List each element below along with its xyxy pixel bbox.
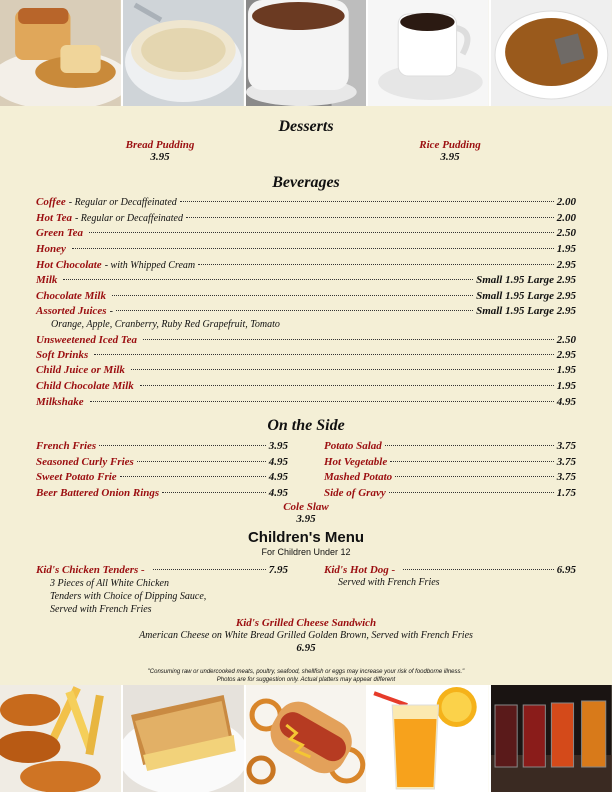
kids-grilled-cheese-price: 6.95 [296,642,316,654]
menu-item-price: 4.95 [268,487,288,499]
menu-item-name: Side of Gravy [324,487,386,499]
dot-leader [89,232,554,233]
menu-item-name: Green Tea [36,227,83,239]
orange-juice-photo [368,685,491,792]
dot-leader [140,385,554,386]
rice-pudding-name: Rice Pudding [419,139,481,151]
dot-leader [198,264,554,265]
dot-leader [389,492,554,493]
kids-grilled-cheese-desc: American Cheese on White Bread Grilled Golden Brown, Served with French Fries [139,630,473,641]
dot-leader [116,310,473,311]
menu-item-name: Chocolate Milk [36,290,106,302]
bread-pudding-price: 3.95 [150,151,170,163]
menu-item-name: Coffee [36,196,66,208]
kids-chicken-tenders-name: Kid's Chicken Tenders - [36,564,145,576]
menu-item-name: Hot Vegetable [324,456,388,468]
dot-leader [94,354,553,355]
menu-item-line [36,274,576,286]
menu-item-line [36,440,288,452]
menu-item-price: 3.75 [556,440,576,452]
chicken-tenders-photo [0,685,123,792]
menu-item-price: 2.95 [556,259,576,271]
beverages-heading: Beverages [272,174,340,191]
menu-item-desc: - with Whipped Cream [104,260,196,271]
dot-leader [385,445,554,446]
childrens-menu-subtitle: For Children Under 12 [261,547,351,557]
menu-item-name: Potato Salad [324,440,382,452]
menu-item-name: Child Chocolate Milk [36,380,134,392]
menu-item-line [36,349,576,361]
menu-item-name: Beer Battered Onion Rings [36,487,160,499]
dot-leader [153,569,266,570]
kids-chicken-tenders-line [36,564,288,576]
menu-item-line [36,259,576,271]
kids-chicken-tenders-price: 7.95 [268,564,288,576]
menu-item-price: 1.95 [556,243,576,255]
disclaimer-line: Photos are for suggestion only. Actual platters may appear different [216,677,396,683]
menu-item-name: French Fries [36,440,97,452]
dot-leader [90,401,554,402]
juices-note: Orange, Apple, Cranberry, Ruby Red Grapefruit, Tomato [51,319,280,330]
menu-item-price: 4.95 [268,471,288,483]
childrens-menu-heading: Children's Menu [247,529,365,546]
dot-leader [112,295,473,296]
coffee-photo [368,0,491,106]
menu-item-name: Hot Chocolate [36,259,102,271]
menu-item-line [36,487,288,499]
menu-item-name: Seasoned Curly Fries [36,456,134,468]
menu-item-desc: - Regular or Decaffeinated [68,197,177,208]
menu-item-line [36,396,576,408]
dot-leader [72,248,554,249]
menu-item-desc: - [109,306,113,317]
kids-hot-dog-name: Kid's Hot Dog - [324,564,396,576]
menu-item-line [36,364,576,376]
menu-item-line [36,243,576,255]
menu-item-name: Assorted Juices [36,305,107,317]
menu-item-line [36,334,576,346]
hot-tea-photo [491,0,612,106]
menu-item-price: 2.50 [556,334,576,346]
menu-item-price: Small 1.95 Large 2.95 [476,305,576,317]
menu-item-line [36,212,576,224]
menu-item-price: 1.75 [556,487,576,499]
dot-leader [137,461,266,462]
hot-dog-photo [246,685,369,792]
menu-item-price: 3.75 [556,471,576,483]
cole-slaw-item [0,501,612,525]
menu-item-line [36,196,576,208]
bottom-photo-strip [0,685,612,792]
menu-item-name: Milk [36,274,58,286]
dot-leader [99,445,266,446]
menu-item-price: 2.00 [556,196,576,208]
desc-line: 3 Pieces of All White Chicken [50,578,169,589]
dot-leader [120,476,266,477]
menu-item-name: Soft Drinks [36,349,89,361]
dot-leader [162,492,266,493]
rice-pudding-photo [123,0,246,106]
menu-content [0,106,612,685]
soft-drinks-photo [491,685,612,792]
menu-item-name: Unsweetened Iced Tea [36,334,138,346]
dot-leader [403,569,554,570]
dot-leader [143,339,554,340]
menu-item-price: 4.95 [556,396,576,408]
menu-item-name: Honey [36,243,66,255]
top-photo-strip [0,0,612,106]
rice-pudding-item [350,139,550,163]
menu-item-line [36,305,576,317]
hot-chocolate-photo [246,0,369,106]
menu-item-price: 1.95 [556,380,576,392]
kids-hot-dog-price: 6.95 [556,564,576,576]
desserts-heading: Desserts [278,118,334,135]
kids-hot-dog-desc: Served with French Fries [338,577,440,588]
menu-item-price: 4.95 [268,456,288,468]
rice-pudding-price: 3.95 [440,151,460,163]
menu-item-name: Milkshake [36,396,84,408]
menu-item-price: 3.95 [268,440,288,452]
menu-item-price: 3.75 [556,456,576,468]
menu-item-line [324,471,576,483]
grilled-cheese-photo [123,685,246,792]
dot-leader [395,476,554,477]
menu-item-name: Sweet Potato Frie [36,471,117,483]
menu-item-line [36,471,288,483]
menu-item-price: Small 1.95 Large 2.95 [476,290,576,302]
menu-item-line [324,456,576,468]
disclaimer-line: "Consuming raw or undercooked meats, poultry, seafood, shellfish or eggs may increase your risk of foodborne illness." [147,669,465,675]
cole-slaw-price: 3.95 [296,513,316,525]
menu-item-line [36,380,576,392]
dot-leader [63,279,473,280]
menu-item-price: 2.00 [556,212,576,224]
menu-item-line [324,440,576,452]
kids-grilled-cheese-name: Kid's Grilled Cheese Sandwich [235,617,377,629]
dot-leader [131,369,554,370]
menu-item-price: 2.50 [556,227,576,239]
bread-pudding-photo [0,0,123,106]
menu-item-line [36,227,576,239]
menu-item-name: Mashed Potato [324,471,393,483]
menu-item-price: 2.95 [556,349,576,361]
menu-item-line [324,487,576,499]
menu-item-name: Child Juice or Milk [36,364,125,376]
bread-pudding-item [60,139,260,163]
kids-grilled-cheese-item [0,617,612,654]
desc-line: Served with French Fries [50,604,152,615]
menu-item-line [36,290,576,302]
menu-item-line [36,456,288,468]
kids-chicken-tenders-desc [50,577,206,616]
kids-hot-dog-line [324,564,576,576]
menu-item-price: 1.95 [556,364,576,376]
dot-leader [390,461,554,462]
on-the-side-heading: On the Side [267,417,345,434]
dot-leader [180,201,554,202]
disclaimer [0,668,612,684]
dot-leader [186,217,554,218]
bread-pudding-name: Bread Pudding [125,139,195,151]
menu-item-price: Small 1.95 Large 2.95 [476,274,576,286]
desc-line: Tenders with Choice of Dipping Sauce, [50,591,207,602]
cole-slaw-name: Cole Slaw [283,501,329,513]
menu-item-name: Hot Tea [36,212,72,224]
menu-item-desc: - Regular or Decaffeinated [74,213,183,224]
